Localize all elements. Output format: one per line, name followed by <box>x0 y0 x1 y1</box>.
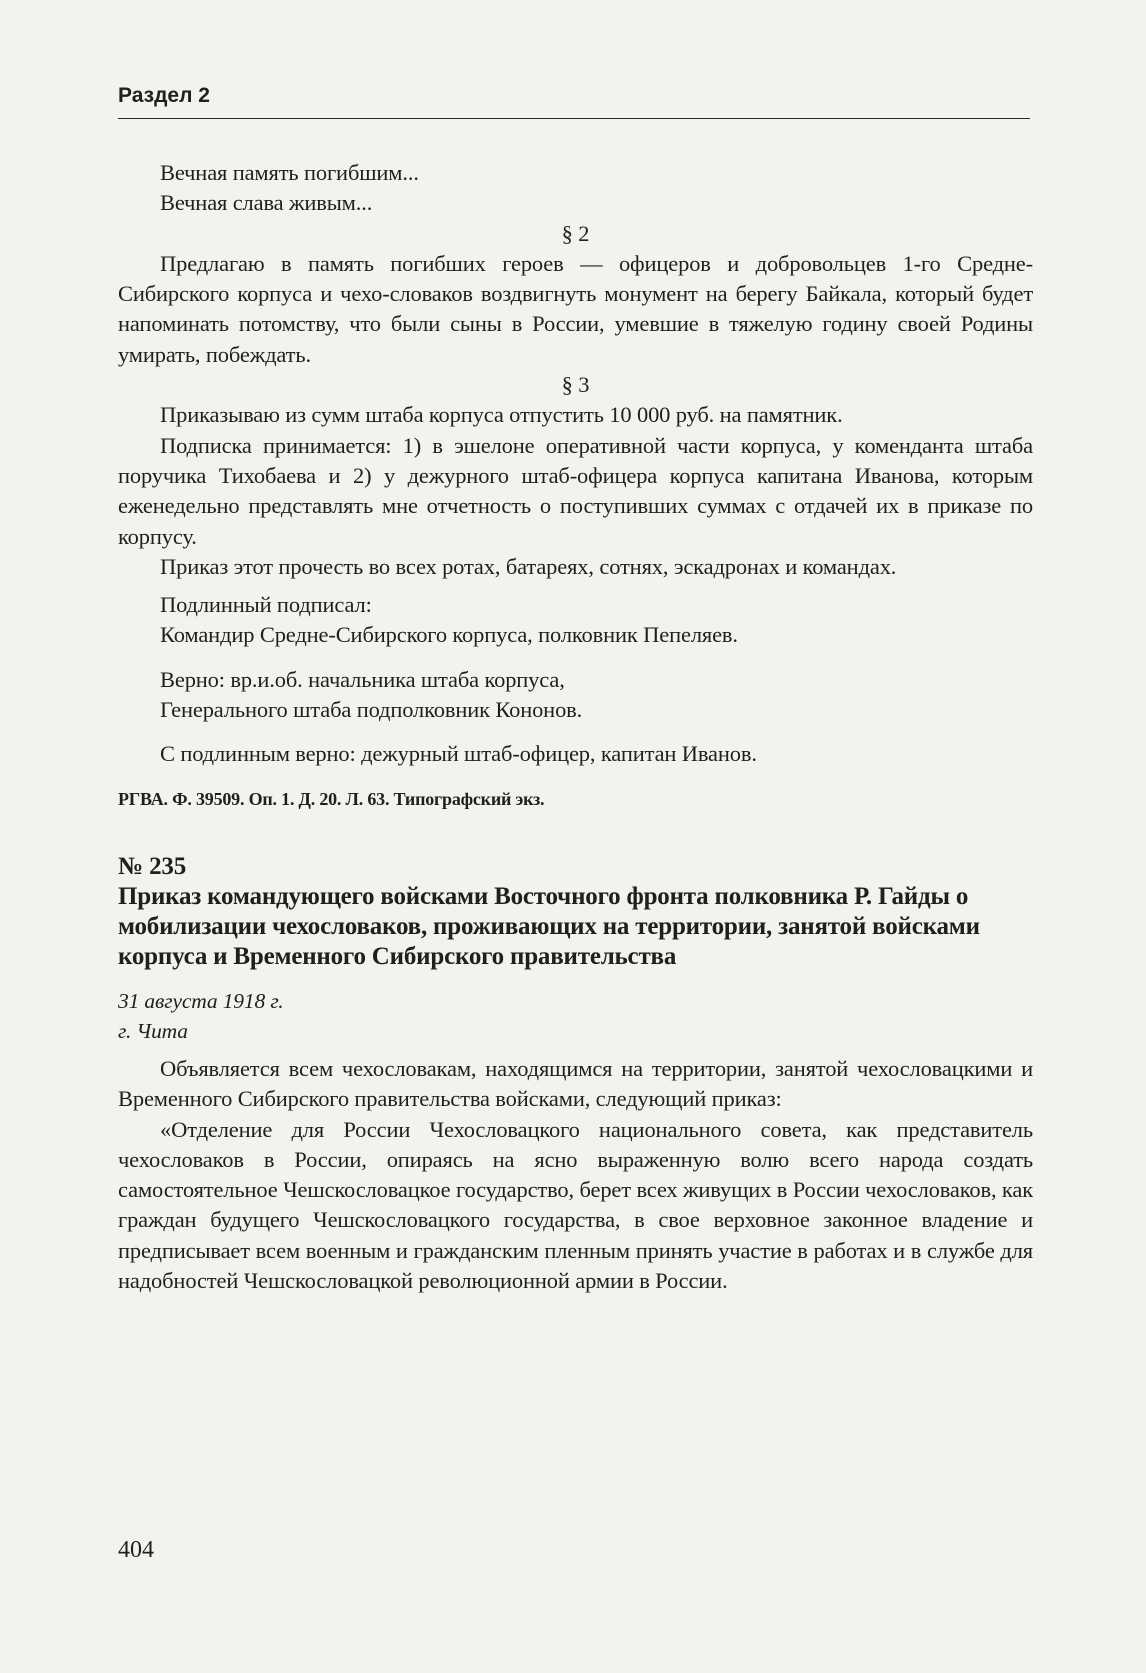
running-header <box>118 82 1030 119</box>
text-line: Вечная память погибшим... <box>160 160 419 185</box>
page-number: 404 <box>118 1537 154 1563</box>
paragraph: Объявляется всем чехословакам, находящимся на территории, занятой чехословацкими и Временного Сибирского правительства войсками, следующий приказ: <box>118 1055 1033 1112</box>
paragraph: «Отделение для России Чехословацкого национального совета, как представитель чехословаков в России, опираясь на ясно выраженную волю всего народа создать самостоятельное Чешскословацкое государство, берет всех живущих в России чехословаков, как граждан будущего Чешскословацкого государства, в свое верховное законное владение и предписывает всем военным и гражданским пленным принять участие в работах и в службе для надобностей Чешскословацкой революционной армии в России. <box>118 1116 1033 1294</box>
paragraph: Подписка принимается: 1) в эшелоне оперативной части корпуса, у коменданта штаба поручика Тихобаева и 2) у дежурного штаб-офицера корпуса капитана Иванова, которым еженедельно представлять мне отчетность о поступивших суммах с отдачей их в приказе по корпусу. <box>118 432 1033 549</box>
verification-line: Верно: вр.и.об. начальника штаба корпуса, <box>160 666 565 692</box>
text-line: Вечная слава живым... <box>160 190 373 216</box>
document-number: № 235 <box>118 852 187 880</box>
paragraph: Приказ этот прочесть во всех ротах, батареях, сотнях, эскадронах и командах. <box>160 553 897 579</box>
page-body <box>118 158 1033 1296</box>
paragraph: Приказываю из сумм штаба корпуса отпустить 10 000 руб. на памятник. <box>160 402 843 428</box>
verification-line: Генерального штаба подполковник Кононов. <box>160 697 583 723</box>
document-title: Приказ командующего войсками Восточного фронта полковника Р. Гайды о мобилизации чехословаков, проживающих на территории, занятой войсками корпуса и Временного Сибирского правительства <box>118 882 980 970</box>
paragraph: Предлагаю в память погибших героев — офицеров и добровольцев 1-го Средне-Сибирского корпуса и чехо-словаков воздвигнуть монумент на берегу Байкала, который будет напоминать потомству, что были сыны в России, умевшие в тяжелую годину своей Родины умирать, побеждать. <box>118 250 1033 367</box>
section-heading: § 2 <box>561 220 590 246</box>
signature-name: Командир Средне-Сибирского корпуса, полковник Пепеляев. <box>160 622 738 648</box>
archive-source: РГВА. Ф. 39509. Оп. 1. Д. 20. Л. 63. Типографский экз. <box>118 788 545 809</box>
document-place: г. Чита <box>118 1018 188 1043</box>
document-date: 31 августа 1918 г. <box>118 988 284 1013</box>
signature-label: Подлинный подписал: <box>160 592 372 618</box>
section-heading: § 3 <box>561 372 590 398</box>
certification-line: С подлинным верно: дежурный штаб-офицер, капитан Иванов. <box>160 741 757 767</box>
section-title: Раздел 2 <box>118 84 210 107</box>
